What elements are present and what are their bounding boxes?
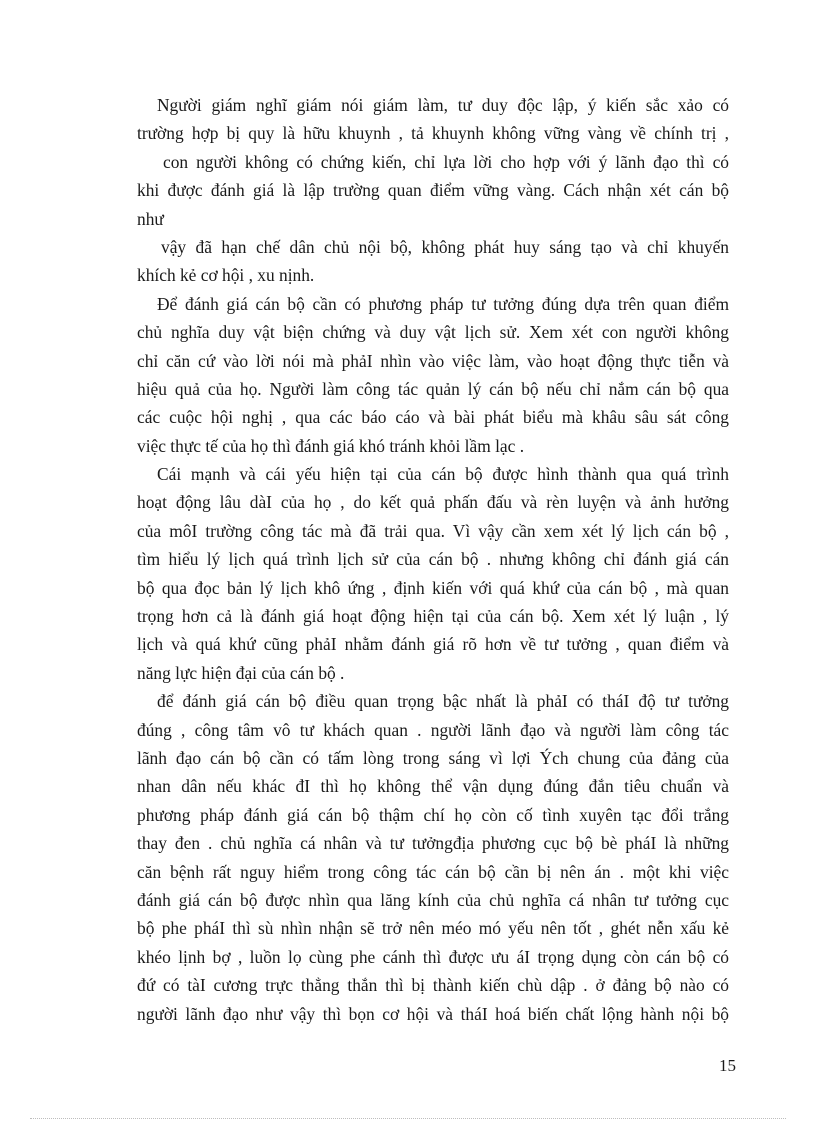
text-line: chủ nghĩa duy vật biện chứng và duy vật lịch sử. Xem xét con người không: [137, 322, 729, 343]
page-bottom-divider: [30, 1118, 786, 1119]
text-line: khích kẻ cơ hội , xu nịnh.: [137, 265, 315, 286]
text-line: để đánh giá cán bộ điều quan trọng bậc nhất là phảI có tháI độ tư tưởng: [157, 691, 729, 712]
text-line: Người giám nghĩ giám nói giám làm, tư duy độc lập, ý kiến sắc xảo có: [157, 95, 729, 115]
text-line: khéo lịnh bợ , luồn lọ cùng phe cánh thì được ưu áI trọng dụng còn cán bộ có: [137, 946, 729, 967]
text-line: trường hợp bị quy là hữu khuynh , tả khuynh không vững vàng về chính trị ,: [137, 123, 729, 144]
text-line: các cuộc hội nghị , qua các báo cáo và bài phát biểu mà khâu sâu sát công: [137, 407, 729, 428]
text-line: đúng , công tâm vô tư khách quan . người lãnh đạo và người làm công tác: [137, 719, 729, 740]
text-line: hiệu quả của họ. Người làm công tác quản lý cán bộ nếu chỉ nắm cán bộ qua: [137, 378, 729, 399]
text-line: của môI trường công tác mà đã trải qua. Vì vậy cần xem xét lý lịch cán bộ ,: [137, 520, 729, 541]
text-line: nhan dân nếu khác đI thì họ không thể vận dụng đúng đắn tiêu chuẩn và: [137, 776, 729, 797]
text-line: lãnh đạo cán bộ cần có tấm lòng trong sáng vì lợi Ých chung của đảng của: [137, 747, 729, 768]
text-line: thay đen . chủ nghĩa cá nhân và tư tưởngđịa phương cục bộ bè pháI là những: [137, 833, 729, 854]
text-line: hoạt động lâu dàI của họ , do kết quả phấn đấu và rèn luyện và ảnh hưởng: [137, 492, 729, 513]
text-line: lịch và quá khứ cũng phảI nhằm đánh giá rõ hơn về tư tưởng , quan điểm và: [137, 634, 729, 655]
text-line: đánh giá cán bộ được nhìn qua lăng kính của chủ nghĩa cá nhân tư tưởng cục: [137, 889, 729, 910]
text-line: năng lực hiện đại của cán bộ .: [137, 662, 345, 683]
text-line: phương pháp đánh giá cán bộ thậm chí họ còn cố tình xuyên tạc đổi trắng: [137, 804, 729, 825]
text-line: Để đánh giá cán bộ cần có phương pháp tư tưởng đúng dựa trên quan điểm: [157, 293, 729, 314]
text-line: như: [137, 208, 164, 229]
text-line: căn bệnh rất nguy hiểm trong công tác cán bộ cần bị nên án . một khi việc: [137, 861, 729, 882]
text-line: Cái mạnh và cái yếu hiện tại của cán bộ được hình thành qua quá trình: [157, 464, 729, 485]
text-line: vậy đã hạn chế dân chủ nội bộ, không phát huy sáng tạo và chỉ khuyến: [161, 236, 729, 257]
text-line: chỉ căn cứ vào lời nói mà phảI nhìn vào việc làm, vào hoạt động thực tiễn và: [137, 350, 729, 371]
text-line: con người không có chứng kiến, chỉ lựa lời cho hợp với ý lãnh đạo thì có: [163, 151, 729, 172]
text-line: bộ qua đọc bản lý lịch khô ứng , định kiến với quá khứ của cán bộ , mà quan: [137, 577, 729, 598]
text-line: tìm hiểu lý lịch quá trình lịch sử của cán bộ . nhưng không chỉ đánh giá cán: [137, 549, 729, 570]
text-line: việc thực tế của họ thì đánh giá khó tránh khỏi lầm lạc .: [137, 435, 525, 456]
text-line: khi được đánh giá là lập trường quan điểm vững vàng. Cách nhận xét cán bộ: [137, 180, 729, 201]
text-line: đứ có tàI cương trực thẳng thắn thì bị thành kiến chù dập . ở đảng bộ nào có: [137, 975, 729, 996]
body-text: [137, 91, 729, 1028]
text-line: trọng hơn cả là đánh giá hoạt động hiện tại của cán bộ. Xem xét lý luận , lý: [137, 606, 729, 627]
text-line: bộ phe pháI thì sù nhìn nhận sẽ trở nên méo mó yếu nên tốt , ghét nễn xấu kẻ: [137, 918, 729, 939]
page-number: 15: [719, 1056, 736, 1075]
text-line: người lãnh đạo như vậy thì bọn cơ hội và tháI hoá biến chất lộng hành nội bộ: [137, 1003, 729, 1024]
